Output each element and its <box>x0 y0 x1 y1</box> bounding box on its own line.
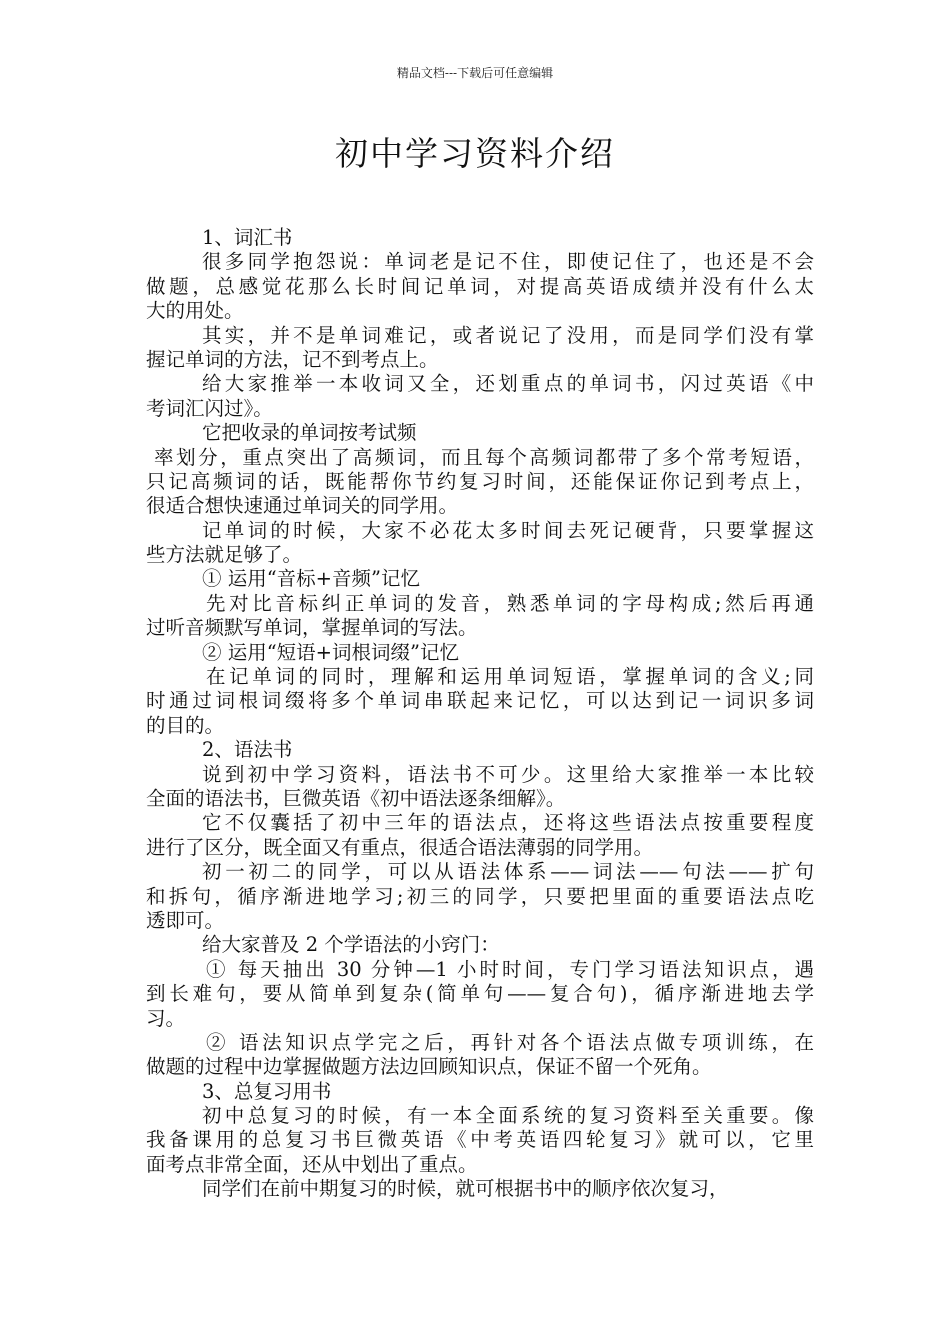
paragraph-line: 很适合想快速通过单词关的同学用。 <box>146 494 459 518</box>
paragraph-line: 的目的。 <box>146 713 225 737</box>
document-title: 初中学习资料介绍 <box>335 134 615 173</box>
paragraph-line: 说到初中学习资料，语法书不可少。这里给大家推举一本比较 <box>202 762 814 786</box>
paragraph-line: 考词汇闪过》。 <box>146 396 273 420</box>
paragraph-line: 握记单词的方法，记不到考点上。 <box>146 347 439 371</box>
paragraph-line: 先对比音标纠正单词的发音，熟悉单词的字母构成;然后再通 <box>206 591 814 615</box>
paragraph-line: 它把收录的单词按考试频 <box>202 421 417 445</box>
paragraph-line: 初一初二的同学，可以从语法体系——词法——句法——扩句 <box>202 860 814 884</box>
paragraph-line: 我备课用的总复习书巨微英语《中考英语四轮复习》就可以，它里 <box>146 1128 814 1152</box>
paragraph-line: 过听音频默写单词，掌握单词的写法。 <box>146 616 478 640</box>
paragraph-line: 习。 <box>146 1006 186 1030</box>
list-item-heading: ① 运用“音标+音频”记忆 <box>202 567 420 591</box>
list-item-heading: ② 运用“短语+词根词缀”记忆 <box>202 640 459 664</box>
paragraph-line: 很多同学抱怨说：单词老是记不住，即使记住了，也还是不会 <box>202 250 814 274</box>
paragraph-line: 率划分，重点突出了高频词，而且每个高频词都带了多个常考短语， <box>154 445 814 469</box>
document-body <box>146 226 814 1202</box>
section-heading-review: 3、总复习用书 <box>202 1079 332 1103</box>
paragraph-line: 只记高频词的话，既能帮你节约复习时间，还能保证你记到考点上， <box>146 469 814 493</box>
paragraph-line: 它不仅囊括了初中三年的语法点，还将这些语法点按重要程度 <box>202 811 814 835</box>
paragraph-line: 其实，并不是单词难记，或者说记了没用，而是同学们没有掌 <box>202 323 814 347</box>
paragraph-line: 和拆句，循序渐进地学习;初三的同学，只要把里面的重要语法点吃 <box>146 884 814 908</box>
paragraph-line: 给大家普及 2 个学语法的小窍门： <box>202 933 500 957</box>
paragraph-line: 透即可。 <box>146 908 225 932</box>
page-header: 精品文档---下载后可任意编辑 <box>396 66 554 80</box>
paragraph-line: 做题的过程中边掌握做题方法边回顾知识点，保证不留一个死角。 <box>146 1055 712 1079</box>
paragraph-line: 到长难句，要从简单到复杂(简单句——复合句)，循序渐进地去学 <box>146 982 814 1006</box>
paragraph-line: 些方法就足够了。 <box>146 543 303 567</box>
list-item-line: ① 每天抽出 30 分钟—1 小时时间，专门学习语法知识点，遇 <box>206 957 814 981</box>
paragraph-line: 进行了区分，既全面又有重点，很适合语法薄弱的同学用。 <box>146 835 654 859</box>
paragraph-line: 做题，总感觉花那么长时间记单词，对提高英语成绩并没有什么太 <box>146 274 814 298</box>
paragraph-line: 初中总复习的时候，有一本全面系统的复习资料至关重要。像 <box>202 1104 814 1128</box>
list-item-line: ② 语法知识点学完之后，再针对各个语法点做专项训练，在 <box>206 1030 814 1054</box>
paragraph-line: 给大家推举一本收词又全，还划重点的单词书，闪过英语《中 <box>202 372 814 396</box>
paragraph-line: 大的用处。 <box>146 299 244 323</box>
paragraph-line: 记单词的时候，大家不必花太多时间去死记硬背，只要掌握这 <box>202 518 814 542</box>
section-heading-grammar: 2、语法书 <box>202 738 293 762</box>
section-heading-vocabulary: 1、词汇书 <box>202 226 293 249</box>
paragraph-line: 全面的语法书，巨微英语《初中语法逐条细解》。 <box>146 786 566 810</box>
paragraph-line: 面考点非常全面，还从中划出了重点。 <box>146 1152 478 1176</box>
paragraph-line: 在记单词的同时，理解和运用单词短语，掌握单词的含义;同 <box>206 665 814 689</box>
paragraph-line: 时通过词根词缀将多个单词串联起来记忆，可以达到记一词识多词 <box>146 689 814 713</box>
paragraph-line: 同学们在前中期复习的时候，就可根据书中的顺序依次复习， <box>202 1177 729 1201</box>
